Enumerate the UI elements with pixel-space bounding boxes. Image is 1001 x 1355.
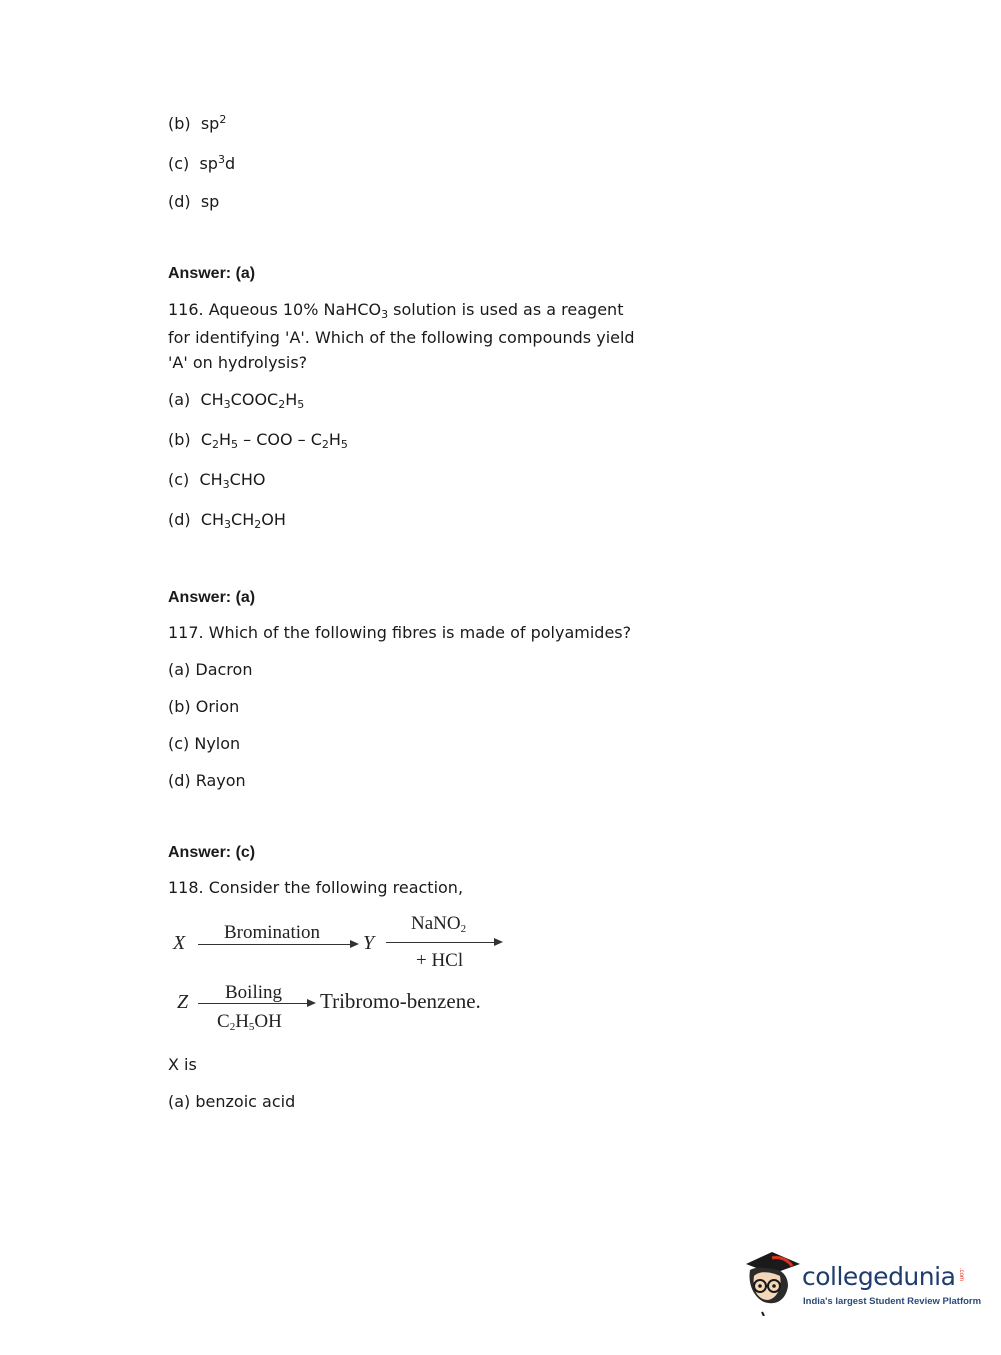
- option-b: (b) Orion: [168, 697, 240, 716]
- reagent-hcl: + HCl: [416, 950, 464, 971]
- answer: Answer: (a): [168, 265, 256, 282]
- reaction-arrow: [386, 942, 494, 943]
- question-stem: 117. Which of the following fibres is made of polyamides?: [168, 623, 632, 642]
- reaction-arrow: [198, 944, 350, 945]
- product-tribromobenzene: Tribromo-benzene.: [320, 989, 481, 1013]
- logo-tagline: India's largest Student Review Platform: [803, 1296, 982, 1307]
- question-stem: 116. Aqueous 10% NaHCO$_3$ solution is used as a reagent: [168, 300, 624, 321]
- question-stem: 'A' on hydrolysis?: [168, 353, 308, 372]
- intermediate-z: Z: [177, 991, 189, 1013]
- option-d: (d) $CH_3CH_2OH$: [168, 510, 286, 531]
- option-a: (a) Dacron: [168, 660, 253, 679]
- reagent-nano2: NaNO$_2$: [411, 913, 467, 935]
- logo-dotcom: .com: [958, 1268, 964, 1282]
- option-a: (a) $CH_3COOC_2H_5$: [168, 390, 305, 411]
- question-stem: 118. Consider the following reaction,: [168, 878, 464, 897]
- arrowhead: [307, 999, 316, 1007]
- arrowhead: [350, 940, 359, 948]
- option-d: (d) Rayon: [168, 771, 246, 790]
- logo-wordmark: collegedunia: [802, 1262, 956, 1291]
- question-stem: for identifying 'A'. Which of the following compounds yield: [168, 328, 635, 347]
- reaction-arrow: [198, 1003, 307, 1004]
- answer: Answer: (a): [168, 589, 256, 606]
- intermediate-y: Y: [363, 932, 375, 954]
- question-prompt: X is: [168, 1055, 197, 1074]
- option-b: (b) $sp^2$: [168, 113, 227, 133]
- option-c: (c) Nylon: [168, 734, 241, 753]
- reagent-ethanol: $C_2H_5OH$: [217, 1011, 282, 1033]
- option-d: (d) sp: [168, 192, 220, 211]
- option-c: (c) $CH_3CHO$: [168, 470, 266, 491]
- answer: Answer: (c): [168, 844, 256, 861]
- option-c: (c) $sp^3d$: [168, 153, 236, 173]
- reactant-x: X: [173, 932, 186, 954]
- option-b: (b) $C_2H_5$ – COO – $C_2H_5$: [168, 430, 348, 451]
- reagent-bromination: Bromination: [224, 922, 321, 943]
- mascot-icon: [742, 1246, 802, 1316]
- option-a: (a) benzoic acid: [168, 1092, 296, 1111]
- arrowhead: [494, 938, 503, 946]
- reagent-boiling: Boiling: [225, 982, 283, 1003]
